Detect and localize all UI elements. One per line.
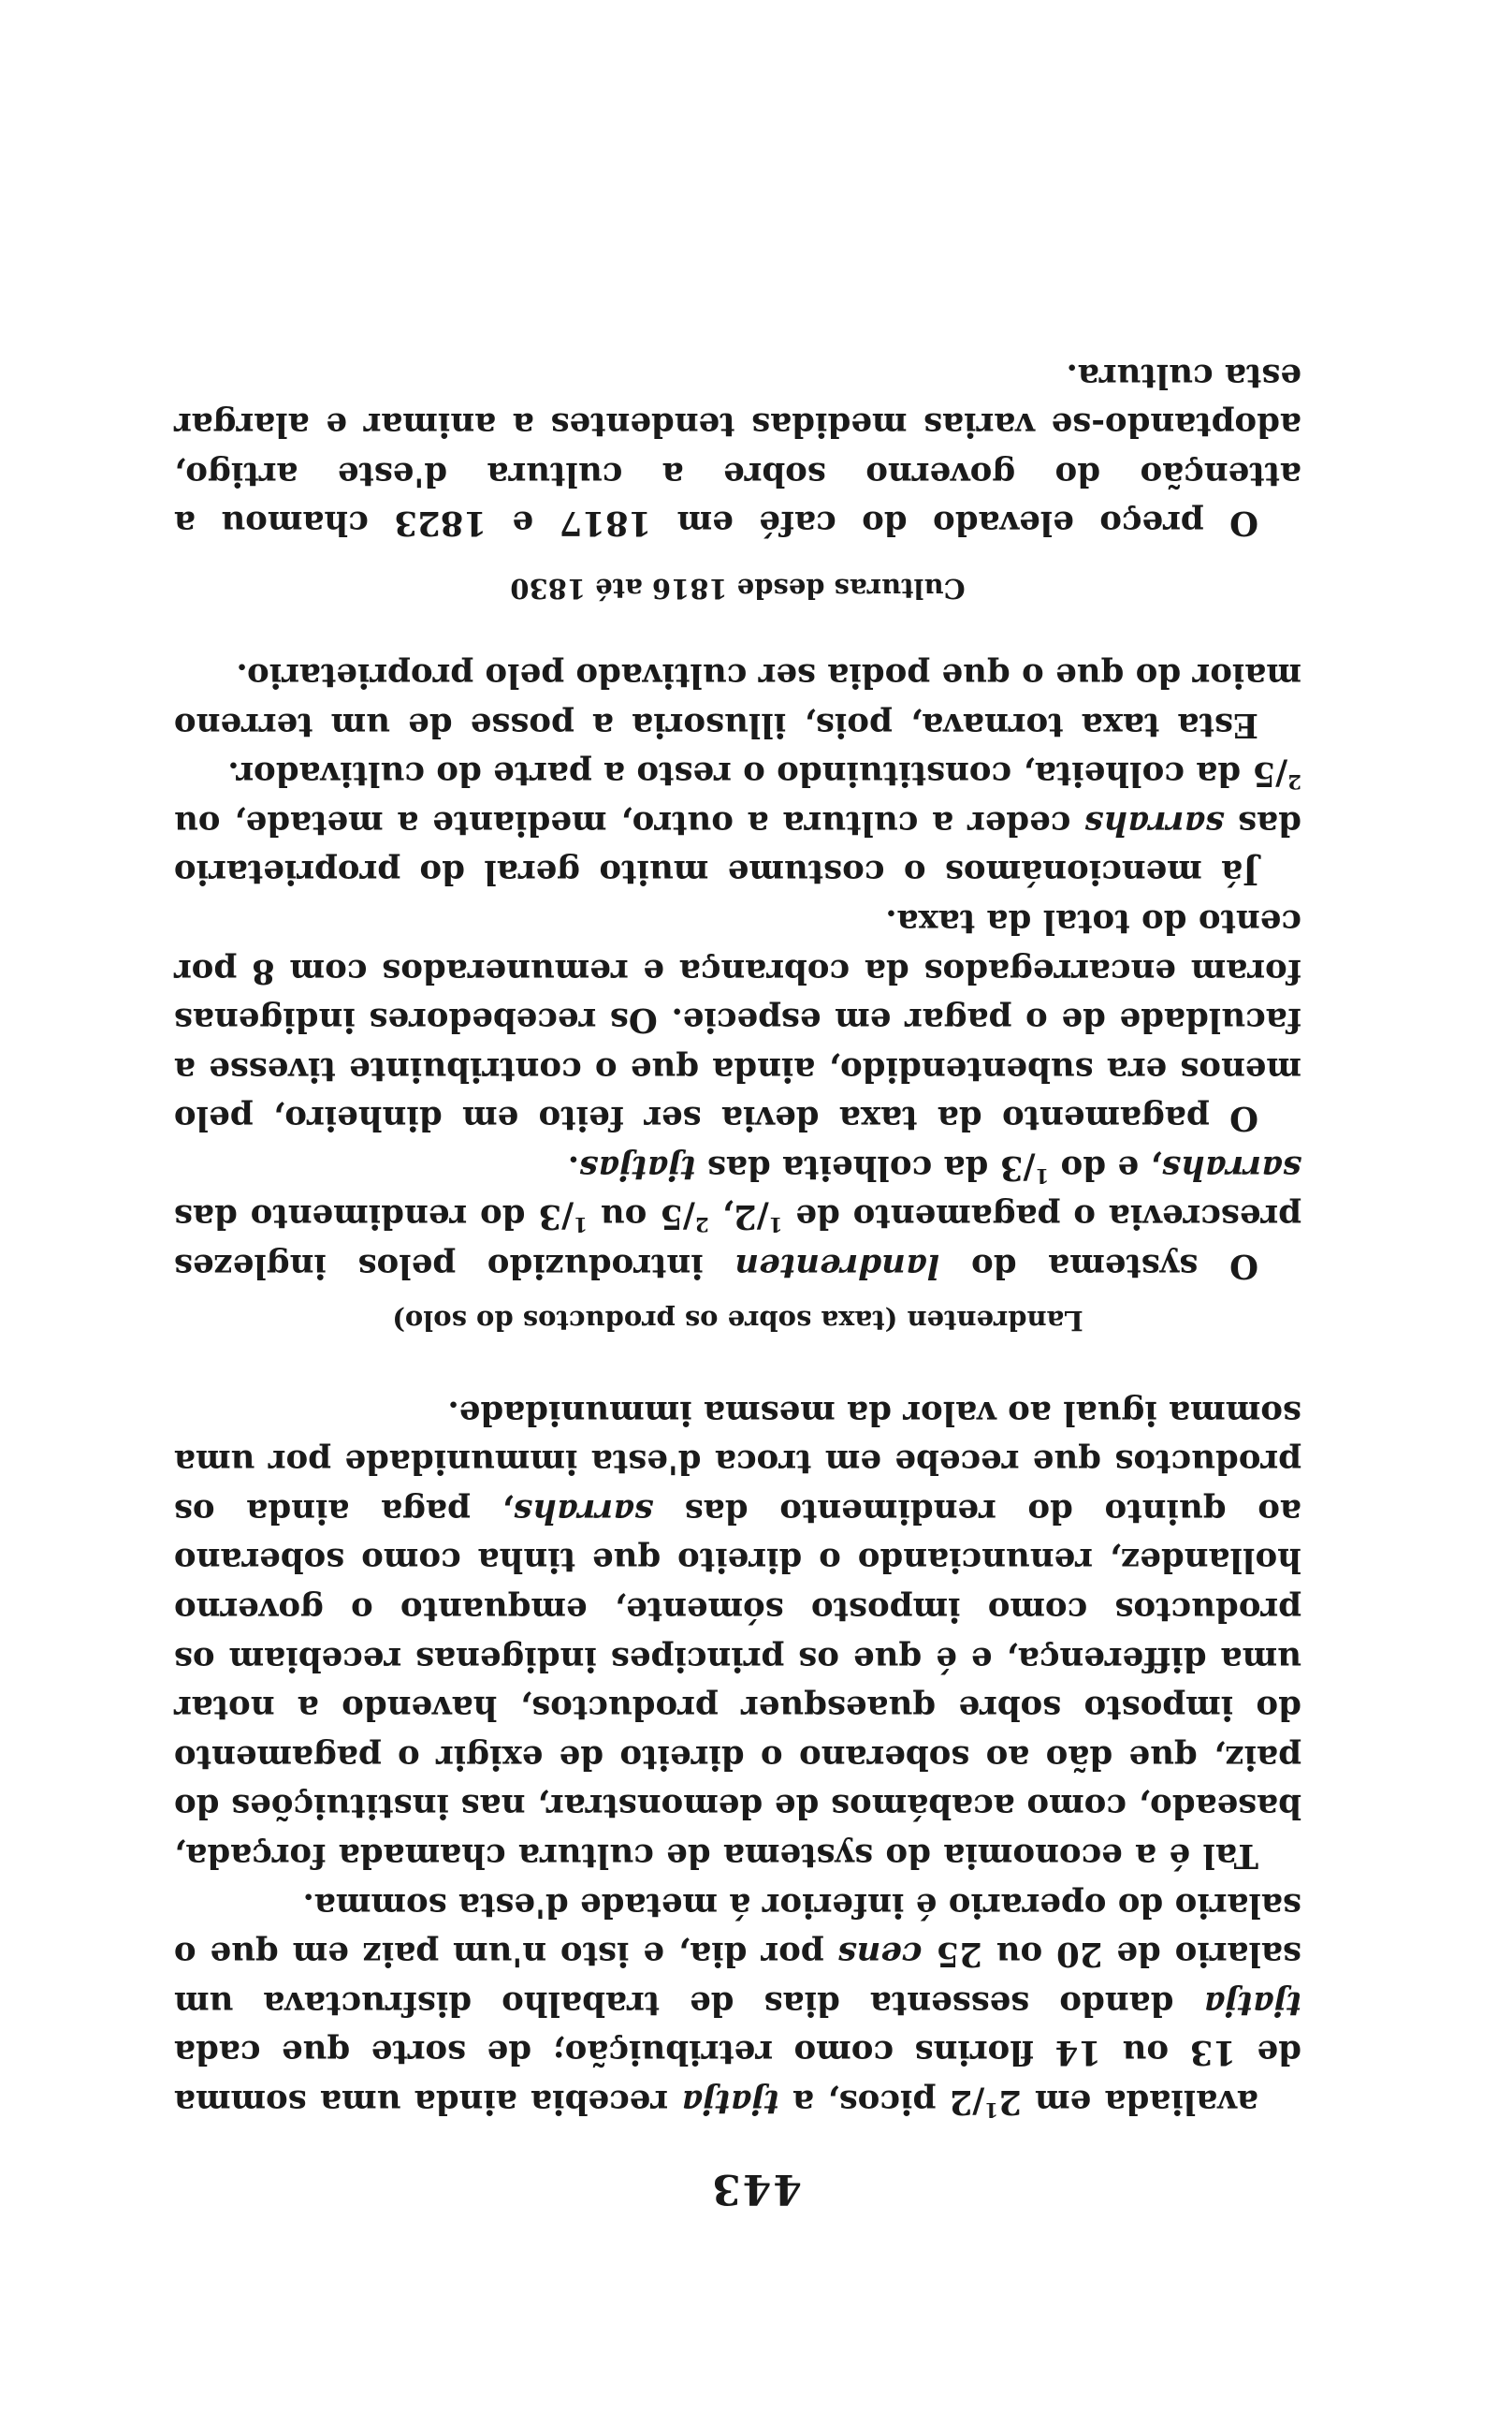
section-heading-culturas: Culturas desde 1816 até 1830 [510,573,966,606]
page-number: 443 [710,2165,802,2213]
page-body [174,350,1301,2126]
paragraph-illusory-possession: Esta taxa tornava, pois, illusoria a posse de um terreno maior do que o que podia ser cultivado pelo proprietario. [174,655,1301,744]
paragraph-sarrahs-custom: Já mencionámos o costume muito geral do proprietario das sarrahs ceder a cultura a outro, mediante a metade, ou $^2$/5 da colheita, constituindo o resto a parte do cultivador. [174,754,1301,892]
section-heading-landrenten: Landrenten (taxa sobre os productos do solo) [392,1305,1083,1337]
paragraph-forced-cultivation: Tal é a economia do systema de cultura chamada forçada, baseado, como acabámos de demonstrar, nas instituições do paiz, que dão ao soberano o direito de exigir o pagamento do imposto sobre quaesquer productos, havendo a notar uma differença, e é que os principes indigenas recebiam os productos como imposto sómente, emquanto o governo hollandez, renunciando o direito que tinha como soberano ao quinto do rendimento das sarrahs, paga ainda os productos que recebe em troca d'esta immunidade por uma somma igual ao valor da mesma immunidade. [174,1393,1301,1876]
paragraph-landrenten-system: O systema do landrenten introduzido pelos inglezes prescrevia o pagamento de $^1$/2, $^2$/5 ou $^1$/3 do rendimento das sarrahs, e do $^1$/3 da colheita das tjatjas. [174,1147,1301,1286]
paragraph-tjatja-salary: avaliada em $2^1/2$ picos, a tjatja recebia ainda uma somma de 13 ou 14 florins como retribuição; de sorte que cada tjatja dando sessenta dias de trabalho disfructava um salario de 20 ou 25 cens por dia, e isto n'um paiz em que o salario do operario é inferior á metade d'esta somma. [174,1885,1301,2121]
paragraph-coffee-price: O preço elevado do café em 1817 e 1823 chamou a attenção do governo sobre a cultura d'este artigo, adoptando-se varias medidas tendentes a animar e alargar esta cultura. [174,356,1301,543]
paragraph-tax-payment: O pagamento da taxa devia ser feito em dinheiro, pelo menos era subentendido, ainda que o contribuinte tivesse a faculdade de o pagar em especie. Os recebedores indigenas foram encarregados da cobrança e remunerados com 8 por cento do total da taxa. [174,901,1301,1138]
